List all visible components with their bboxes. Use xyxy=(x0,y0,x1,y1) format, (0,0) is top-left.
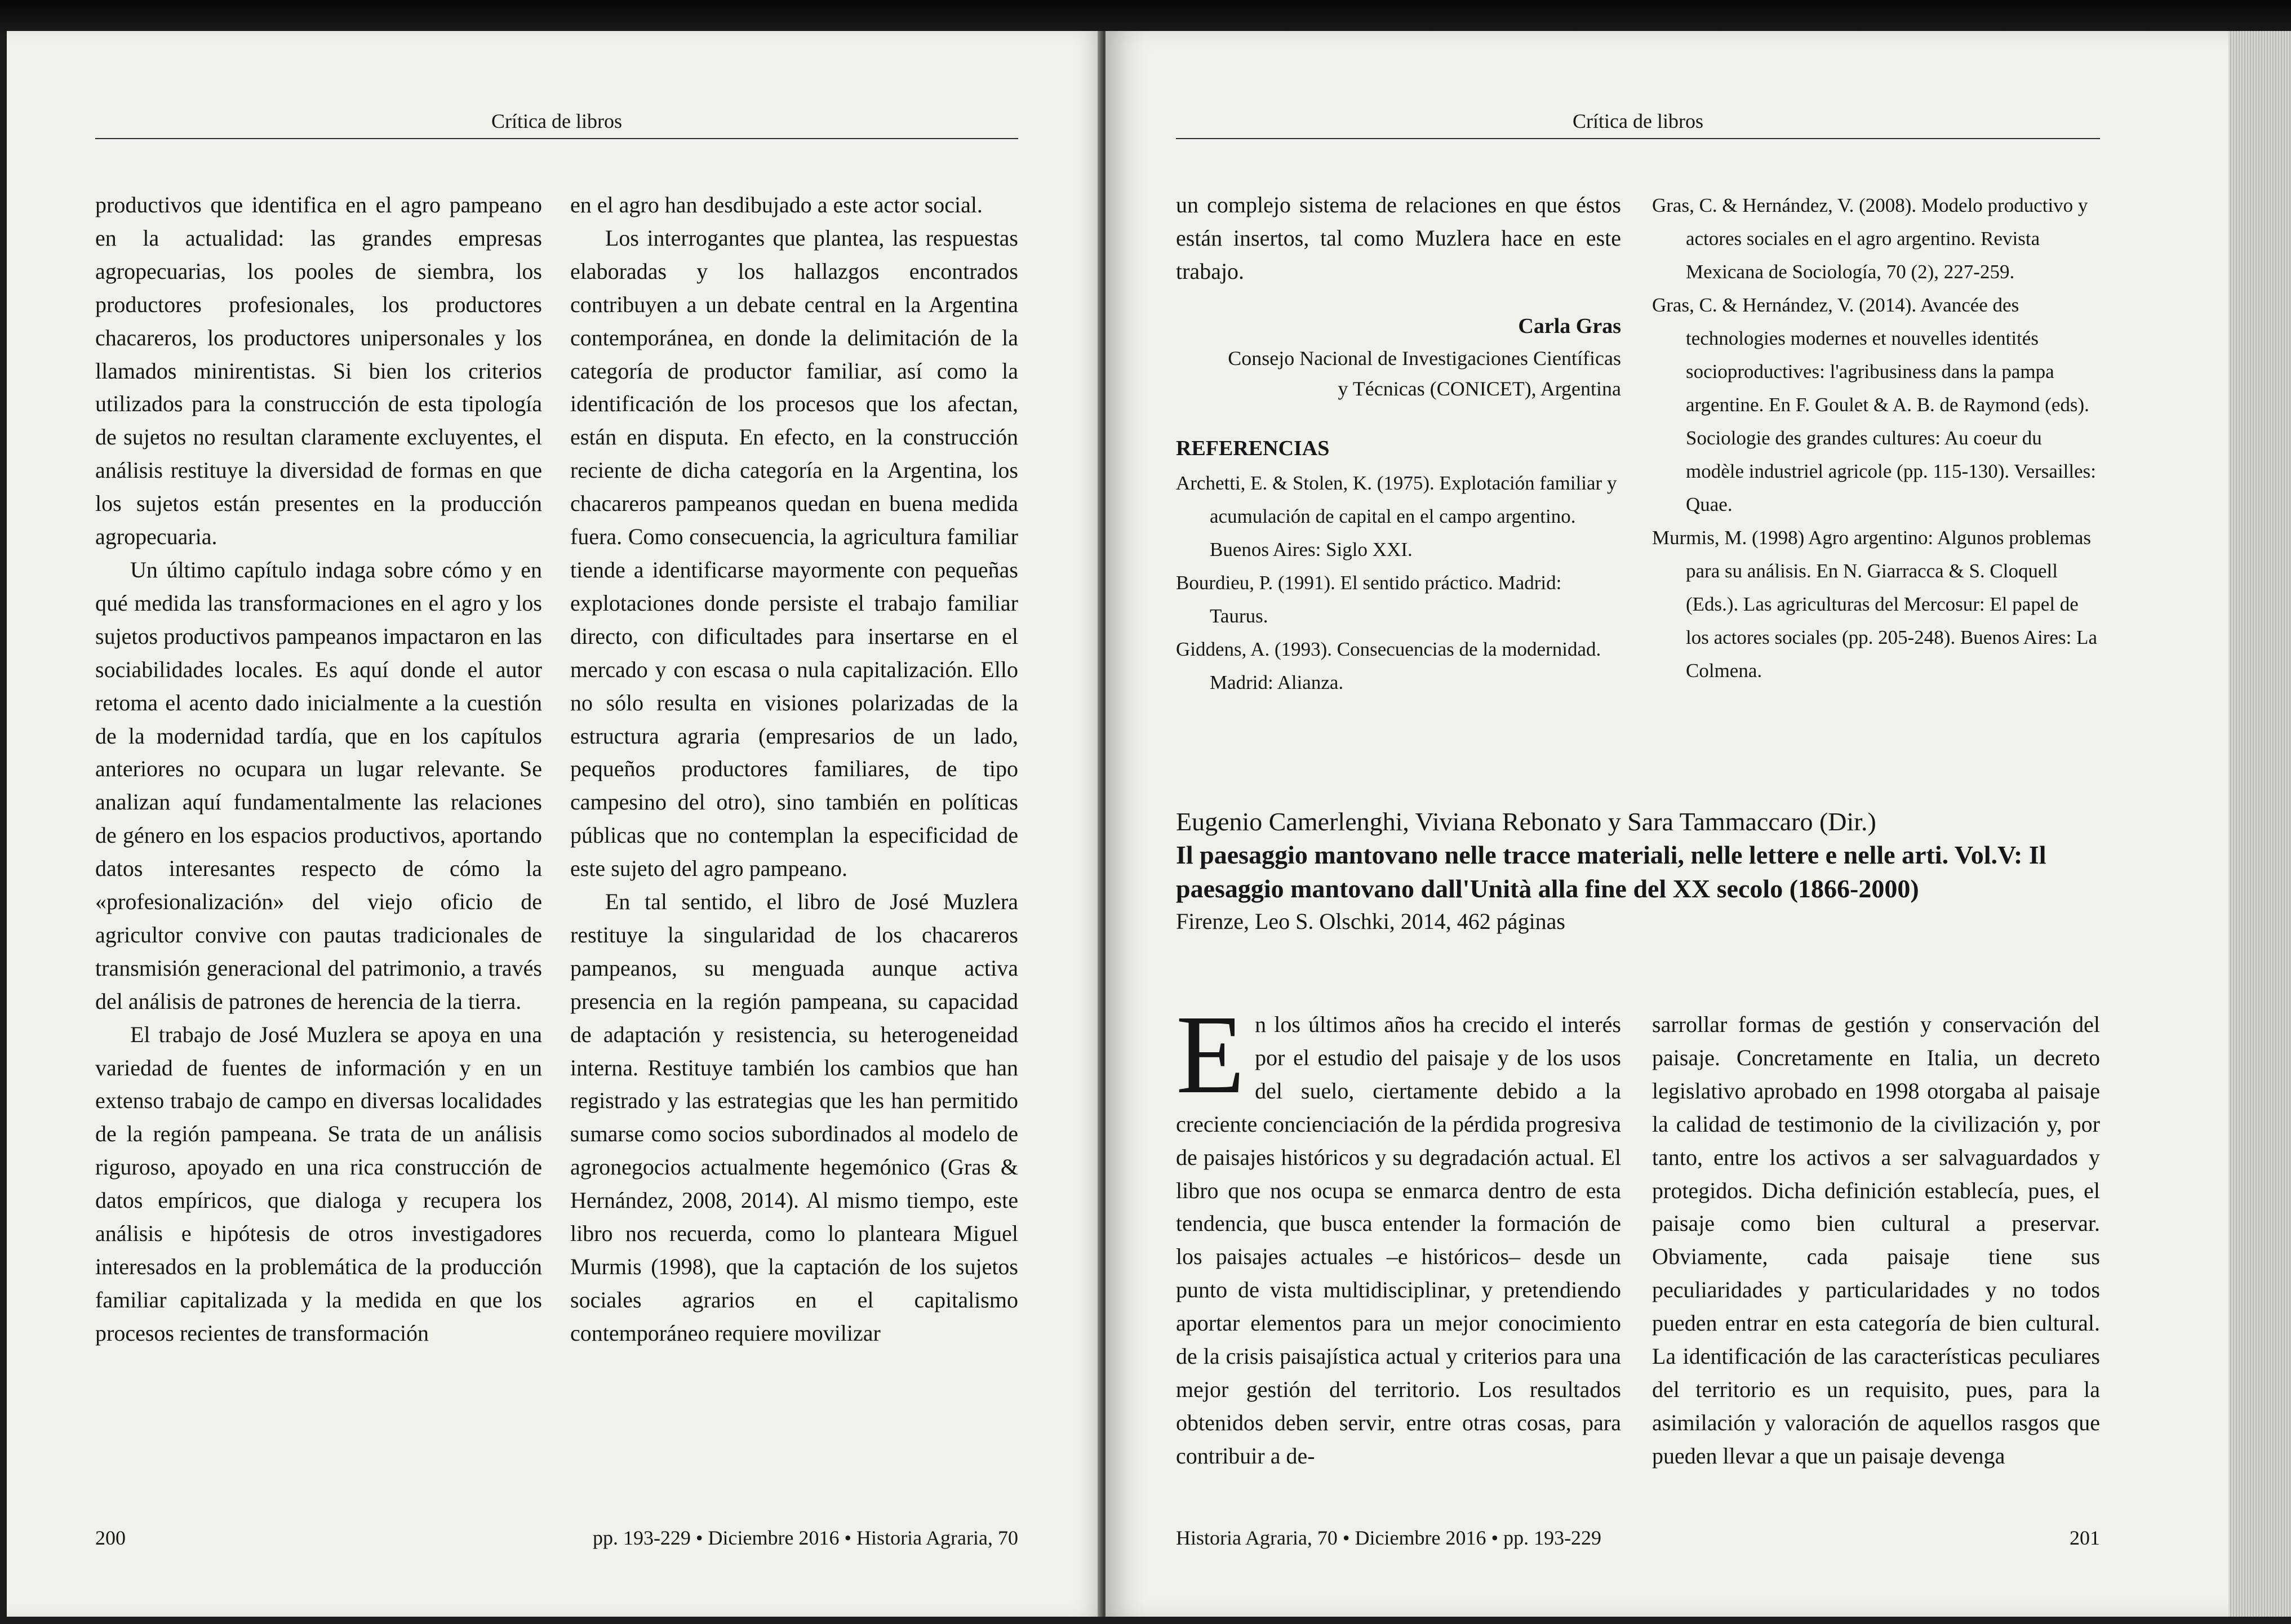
reference-entry: Archetti, E. & Stolen, K. (1975). Explotación familiar y acumulación de capital en el campo argentino. Buenos Aires: Siglo XXI. xyxy=(1176,471,1617,560)
footer-journal-right: Historia Agraria, 70 • Diciembre 2016 • pp. 193-229 xyxy=(1176,1527,1602,1549)
review-text: n los últimos años ha crecido el interés por el estudio del paisaje y de los usos del suelo, ciertamente debido a la creciente concienciación de la pérdida progresiva de paisajes históricos y su degradación actual. El libro que nos ocupa se enmarca dentro de esta tendencia, que busca entender la formación de los paisajes actuales –e históricos– desde un punto de vista multidisciplinar, y pretendiendo aportar elementos para un mejor conocimiento de la crisis paisajística actual y criterios para una mejor gestión del territorio. Los resultados obtenidos deben servir, entre otras cosas, para contribuir a de- xyxy=(1176,1012,1621,1469)
page-edges xyxy=(2228,31,2291,1617)
page-number-left: 200 xyxy=(95,1527,126,1549)
left-column-2 xyxy=(570,189,1018,1350)
reviewer-affiliation-2: y Técnicas (CONICET), Argentina xyxy=(1338,377,1621,400)
right-column-2-top xyxy=(1652,189,2100,687)
review-column-2 xyxy=(1652,1008,2100,1473)
reference-entry: Giddens, A. (1993). Consecuencias de la modernidad. Madrid: Alianza. xyxy=(1176,638,1601,693)
book-review-header xyxy=(1176,806,2100,937)
book-publication: Firenze, Leo S. Olschki, 2014, 462 páginas xyxy=(1176,909,1565,934)
paragraph: Un último capítulo indaga sobre cómo y en qué medida las transformaciones en el agro y los sujetos productivos pampeanos impactaron en las sociabilidades locales. Es aquí donde el autor retoma el acento dado inicialmente a la cuestión de la modernidad tardía, que en los capítulos anteriores no ocupara un lugar relevante. Se analizan aquí fundamentalmente las relaciones de género en los espacios productivos, aportando datos interesantes respecto de cómo la «profesionalización» del viejo oficio de agricultor convive con pautas tradicionales de transmisión generacional del patrimonio, a través del análisis de patrones de herencia de la tierra. xyxy=(95,557,542,1014)
left-column-1 xyxy=(95,189,542,1350)
paragraph: en el agro han desdibujado a este actor social. xyxy=(570,192,983,217)
footer-journal-left: pp. 193-229 • Diciembre 2016 • Historia Agraria, 70 xyxy=(592,1527,1018,1549)
book-title: Il paesaggio mantovano nelle tracce materiali, nelle lettere e nelle arti. Vol.V: Il paesaggio mantovano dall'Unità alla fine del XX secolo (1866-2000) xyxy=(1176,840,2046,903)
reference-entry: Gras, C. & Hernández, V. (2008). Modelo productivo y actores sociales en el agro argentino. Revista Mexicana de Sociología, 70 (2), 227-259. xyxy=(1652,194,2088,283)
paragraph: En tal sentido, el libro de José Muzlera restituye la singularidad de los chacareros pampeanos, su menguada aunque activa presencia en la región pampeana, su capacidad de adaptación y resistencia, su heterogeneidad interna. Restituye también los cambios que han registrado y las estrategias que les han permitido sumarse como socios subordinados al modelo de agronegocios actualmente hegemónico (Gras & Hernández, 2008, 2014). Al mismo tiempo, este libro nos recuerda, como lo planteara Miguel Murmis (1998), que la captación de los sujetos sociales agrarios en el capitalismo contemporáneo requiere movilizar xyxy=(570,889,1018,1346)
running-head-left: Crítica de libros xyxy=(95,104,1018,139)
right-page xyxy=(1105,31,2231,1617)
paragraph: El trabajo de José Muzlera se apoya en una variedad de fuentes de información y en un extenso trabajo de campo en diversas localidades de la región pampeana. Se trata de un análisis riguroso, apoyado en una rica construcción de datos empíricos, que dialoga y recupera los análisis e hipótesis de otros investigadores interesados en la problemática de la producción familiar capitalizada y la medida en que los procesos recientes de transformación xyxy=(95,1021,542,1346)
reference-entry: Gras, C. & Hernández, V. (2014). Avancée des technologies modernes et nouvelles identités socioproductives: l'agribusiness dans la pampa argentine. En F. Goulet & A. B. de Raymond (eds). Sociologie des grandes cultures: Au coeur du modèle industriel agricole (pp. 115-130). Versailles: Quae. xyxy=(1652,294,2097,515)
reference-entry: Murmis, M. (1998) Agro argentino: Algunos problemas para su análisis. En N. Giarracca & S. Cloquell (Eds.). Las agriculturas del Mercosur: El papel de los actores sociales (pp. 205-248). Buenos Aires: La Colmena. xyxy=(1652,527,2097,682)
paragraph: Los interrogantes que plantea, las respuestas elaboradas y los hallazgos encontrados contribuyen a un debate central en la Argentina contemporánea, en donde la delimitación de la categoría de productor familiar, así como la identificación de los procesos que los afectan, están en disputa. En efecto, en la construcción reciente de dicha categoría en la Argentina, los chacareros pampeanos quedan en buena medida fuera. Como consecuencia, la agricultura familiar tiende a identificarse mayormente con pequeñas explotaciones donde persiste el trabajo familiar directo, con dificultades para insertarse en el mercado y con escasa o nula capitalización. Ello no sólo resulta en visiones polarizadas de la estructura agraria (empresarios de un lado, pequeños productores familiares, de tipo campesino del otro), sino también en políticas públicas que no contemplan la especificidad de este sujeto del agro pampeano. xyxy=(570,225,1018,882)
reference-entry: Bourdieu, P. (1991). El sentido práctico. Madrid: Taurus. xyxy=(1176,571,1562,627)
reviewer-signature: Carla Gras xyxy=(1518,314,1621,338)
review-column-1 xyxy=(1176,993,1621,1473)
right-column-1-top xyxy=(1176,189,1621,699)
left-page xyxy=(7,31,1103,1617)
page-number-right: 201 xyxy=(2070,1527,2100,1549)
paragraph: productivos que identifica en el agro pampeano en la actualidad: las grandes empresas agropecuarias, los pooles de siembra, los productores profesionales, los productores chacareros, los productores unipersonales y los llamados minirentistas. Si bien los criterios utilizados para la construcción de esta tipología de sujetos no resultan claramente excluyentes, el análisis restituye la diversidad de formas en que los sujetos están presentes en la producción agropecuaria. xyxy=(95,192,542,550)
references-heading: REFERENCIAS xyxy=(1176,436,1330,460)
running-head-right: Crítica de libros xyxy=(1176,104,2100,139)
drop-cap: E xyxy=(1176,993,1245,1117)
review-text: sarrollar formas de gestión y conservación del paisaje. Concretamente en Italia, un decreto legislativo aprobado en 1998 otorgaba al paisaje la calidad de testimonio de la civilización y, por tanto, entre los activos a ser salvaguardados y protegidos. Dicha definición establecía, pues, el paisaje como bien cultural a preservar. Obviamente, cada paisaje tiene sus peculiaridades y particularidades y no todos pueden entrar en esta categoría de bien cultural. La identificación de las características peculiares del territorio es un requisito, pues, para la asimilación y valoración de aquellos rasgos que pueden llevar a que un paisaje devenga xyxy=(1652,1012,2100,1469)
paragraph: un complejo sistema de relaciones en que éstos están insertos, tal como Muzlera hace en este trabajo. xyxy=(1176,192,1621,284)
reviewer-affiliation-1: Consejo Nacional de Investigaciones Científicas xyxy=(1228,346,1621,370)
scan-background xyxy=(0,0,2291,34)
book-authors: Eugenio Camerlenghi, Viviana Rebonato y Sara Tammaccaro (Dir.) xyxy=(1176,807,1876,836)
